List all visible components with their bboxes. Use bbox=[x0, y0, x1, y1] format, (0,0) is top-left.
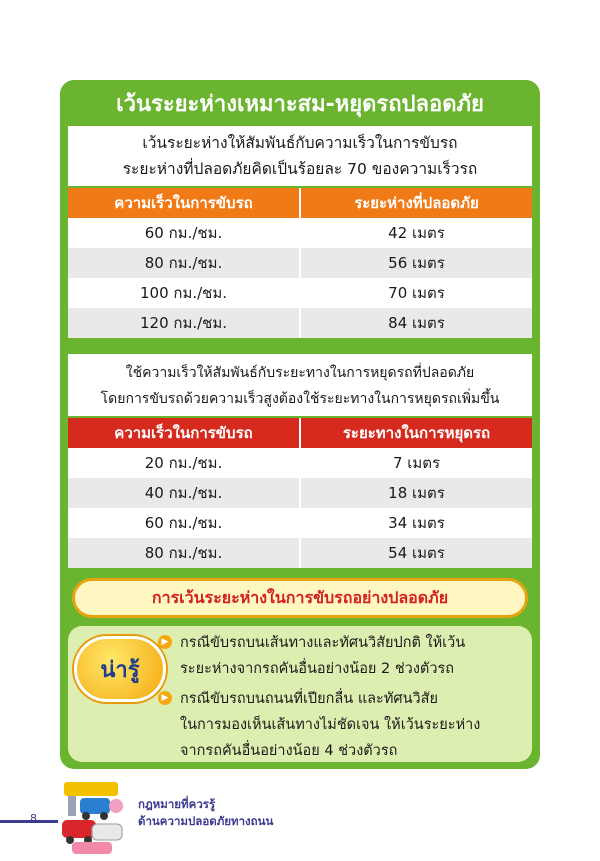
table-header: ระยะทางในการหยุดรถ bbox=[300, 418, 532, 448]
stopping-distance-table bbox=[68, 418, 532, 568]
table-row bbox=[68, 308, 532, 338]
section2-intro-line: โดยการขับรถด้วยความเร็วสูงต้องใช้ระยะทางในการหยุดรถเพิ่มขึ้น bbox=[100, 391, 500, 407]
speed-cell: 100 กม./ชม. bbox=[68, 278, 300, 308]
table-row bbox=[68, 218, 532, 248]
traffic-illustration-icon bbox=[58, 776, 132, 856]
tip-line: จากรถคันอื่นอย่างน้อย 4 ช่วงตัวรถ bbox=[180, 743, 398, 759]
table-row bbox=[68, 478, 532, 508]
tip-text bbox=[180, 630, 465, 682]
distance-cell: 56 เมตร bbox=[300, 248, 532, 278]
footer-line: กฎหมายที่ควรรู้ bbox=[138, 797, 216, 811]
tip-line: ในการมองเห็นเส้นทางไม่ชัดเจน ให้เว้นระยะห่าง bbox=[180, 717, 481, 733]
tip-line: กรณีขับรถบนเส้นทางและทัศนวิสัยปกติ ให้เว้น bbox=[180, 635, 466, 651]
footer-title bbox=[138, 796, 273, 830]
distance-cell: 70 เมตร bbox=[300, 278, 532, 308]
tips-list bbox=[158, 630, 530, 768]
speed-cell: 120 กม./ชม. bbox=[68, 308, 300, 338]
distance-cell: 7 เมตร bbox=[300, 448, 532, 478]
table-row bbox=[68, 448, 532, 478]
speed-cell: 80 กม./ชม. bbox=[68, 248, 300, 278]
section1-intro-line: เว้นระยะห่างให้สัมพันธ์กับความเร็วในการขับรถ bbox=[142, 134, 458, 152]
section2-intro-line: ใช้ความเร็วให้สัมพันธ์กับระยะทางในการหยุดรถที่ปลอดภัย bbox=[125, 365, 475, 381]
tip-line: กรณีขับรถบนถนนที่เปียกลื่น และทัศนวิสัย bbox=[180, 691, 439, 707]
table-header: ระยะห่างที่ปลอดภัย bbox=[300, 188, 532, 218]
arrow-bullet-icon: ▶ bbox=[158, 691, 172, 705]
footer-line: ด้านความปลอดภัยทางถนน bbox=[138, 814, 274, 828]
tip-item bbox=[158, 686, 530, 764]
speed-cell: 60 กม./ชม. bbox=[68, 218, 300, 248]
tips-banner: การเว้นระยะห่างในการขับรถอย่างปลอดภัย bbox=[72, 578, 528, 618]
section1-intro bbox=[68, 126, 532, 186]
distance-cell: 84 เมตร bbox=[300, 308, 532, 338]
distance-cell: 34 เมตร bbox=[300, 508, 532, 538]
tip-text bbox=[180, 686, 480, 764]
distance-cell: 42 เมตร bbox=[300, 218, 532, 248]
table-row bbox=[68, 538, 532, 568]
table-row bbox=[68, 248, 532, 278]
arrow-bullet-icon: ▶ bbox=[158, 635, 172, 649]
distance-cell: 54 เมตร bbox=[300, 538, 532, 568]
speed-cell: 20 กม./ชม. bbox=[68, 448, 300, 478]
table-row bbox=[68, 278, 532, 308]
page-number-line bbox=[0, 820, 58, 823]
speed-cell: 40 กม./ชม. bbox=[68, 478, 300, 508]
page-title: เว้นระยะห่างเหมาะสม-หยุดรถปลอดภัย bbox=[116, 91, 484, 117]
section1-intro-line: ระยะห่างที่ปลอดภัยคิดเป็นร้อยละ 70 ของความเร็วรถ bbox=[122, 160, 478, 178]
page-number: 8 bbox=[30, 812, 37, 825]
did-you-know-badge: น่ารู้ bbox=[74, 636, 166, 702]
speed-cell: 60 กม./ชม. bbox=[68, 508, 300, 538]
table-header: ความเร็วในการขับรถ bbox=[68, 188, 300, 218]
following-distance-table bbox=[68, 188, 532, 338]
tip-line: ระยะห่างจากรถคันอื่นอย่างน้อย 2 ช่วงตัวรถ bbox=[180, 661, 455, 677]
speed-cell: 80 กม./ชม. bbox=[68, 538, 300, 568]
section2-intro bbox=[68, 354, 532, 416]
table-header: ความเร็วในการขับรถ bbox=[68, 418, 300, 448]
table-row bbox=[68, 508, 532, 538]
distance-cell: 18 เมตร bbox=[300, 478, 532, 508]
tip-item bbox=[158, 630, 530, 682]
